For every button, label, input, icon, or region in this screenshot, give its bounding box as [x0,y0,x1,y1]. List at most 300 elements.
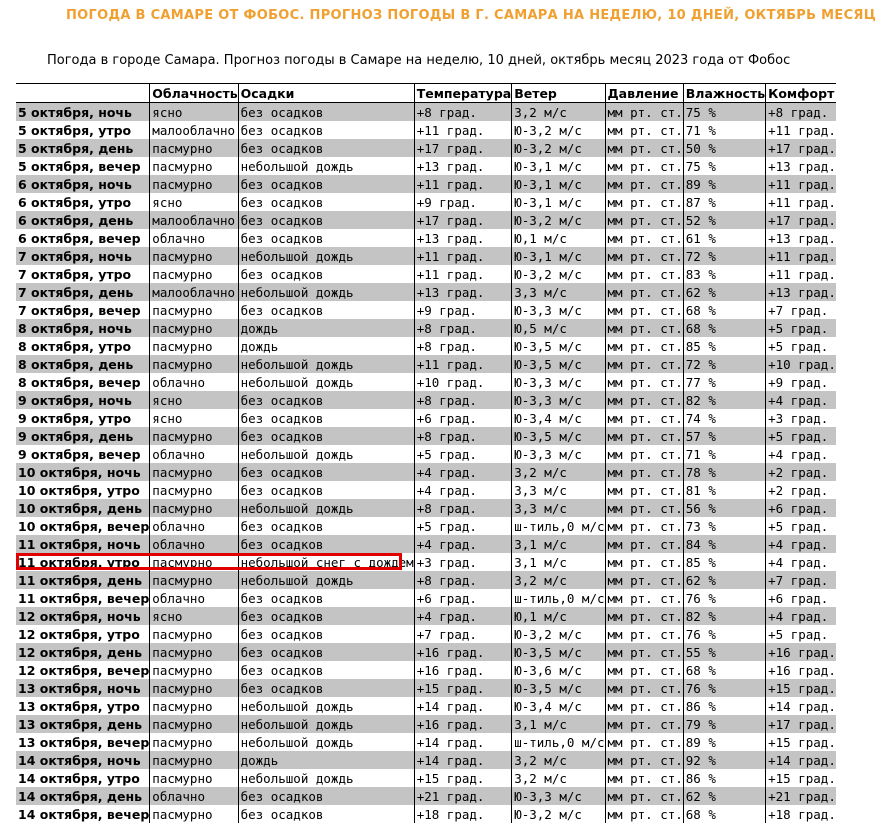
cell-cloudiness: пасмурно [150,553,238,571]
cell-cloudiness: пасмурно [150,337,238,355]
cell-pressure: мм рт. ст. [605,337,683,355]
cell-cloudiness: облачно [150,535,238,553]
cell-pressure: мм рт. ст. [605,481,683,499]
cell-date: 6 октября, ночь [16,175,150,193]
cell-temperature: +13 град. [414,283,512,301]
cell-precipitation: без осадков [238,139,414,157]
cell-temperature: +9 град. [414,193,512,211]
cell-precipitation: небольшой дождь [238,499,414,517]
cell-pressure: мм рт. ст. [605,175,683,193]
cell-cloudiness: ясно [150,103,238,122]
cell-pressure: мм рт. ст. [605,211,683,229]
cell-pressure: мм рт. ст. [605,643,683,661]
cell-precipitation: небольшой дождь [238,355,414,373]
cell-temperature: +8 град. [414,571,512,589]
cell-comfort: +4 град. [766,535,836,553]
table-row [16,445,836,463]
cell-cloudiness: пасмурно [150,247,238,265]
cell-cloudiness: пасмурно [150,679,238,697]
cell-wind: 3,1 м/с [512,535,605,553]
cell-wind: Ю-3,3 м/с [512,373,605,391]
cell-wind: Ю-3,2 м/с [512,211,605,229]
cell-humidity: 61 % [683,229,765,247]
cell-cloudiness: пасмурно [150,805,238,823]
cell-date: 8 октября, день [16,355,150,373]
cell-comfort: +13 град. [766,283,836,301]
table-row [16,121,836,139]
table-row [16,553,836,571]
cell-pressure: мм рт. ст. [605,463,683,481]
cell-wind: Ю-3,5 м/с [512,337,605,355]
cell-humidity: 92 % [683,751,765,769]
cell-cloudiness: пасмурно [150,139,238,157]
cell-temperature: +13 град. [414,157,512,175]
cell-date: 13 октября, ночь [16,679,150,697]
cell-comfort: +5 град. [766,625,836,643]
cell-temperature: +4 град. [414,481,512,499]
table-row [16,409,836,427]
cell-comfort: +11 град. [766,265,836,283]
cell-pressure: мм рт. ст. [605,499,683,517]
cell-pressure: мм рт. ст. [605,247,683,265]
page-headline: ПОГОДА В САМАРЕ ОТ ФОБОС. ПРОГНОЗ ПОГОДЫ В Г. САМАРА НА НЕДЕЛЮ, 10 ДНЕЙ, ОКТЯБРЬ МЕСЯЦ [66,8,876,23]
cell-date: 8 октября, ночь [16,319,150,337]
cell-temperature: +6 град. [414,589,512,607]
cell-precipitation: без осадков [238,661,414,679]
cell-date: 13 октября, утро [18,698,140,714]
table-row [16,679,836,697]
cell-wind: Ю-3,4 м/с [512,697,605,715]
table-row [16,643,836,661]
cell-temperature: +16 град. [414,715,512,733]
cell-pressure: мм рт. ст. [605,787,683,805]
cell-precipitation: дождь [238,319,414,337]
cell-cloudiness: пасмурно [150,769,238,787]
cell-wind: 3,2 м/с [512,769,605,787]
cell-precipitation: без осадков [238,481,414,499]
cell-cloudiness: пасмурно [150,157,238,175]
cell-temperature: +4 град. [414,463,512,481]
cell-date: 14 октября, вечер [18,806,150,822]
cell-wind: Ю-3,3 м/с [512,787,605,805]
cell-temperature: +11 град. [414,265,512,283]
cell-cloudiness: пасмурно [150,571,238,589]
cell-temperature: +3 град. [414,553,512,571]
table-row [16,427,836,445]
cell-wind: 3,3 м/с [512,481,605,499]
table-row [16,787,836,805]
cell-wind: Ю-3,5 м/с [512,679,605,697]
cell-humidity: 76 % [683,589,765,607]
cell-precipitation: небольшой дождь [238,571,414,589]
cell-precipitation: без осадков [238,301,414,319]
cell-cloudiness: облачно [150,445,238,463]
cell-humidity: 72 % [683,355,765,373]
cell-date: 11 октября, утро [18,554,140,570]
cell-wind: Ю-3,3 м/с [512,445,605,463]
cell-date: 14 октября, ночь [16,751,150,769]
cell-precipitation: без осадков [238,787,414,805]
cell-humidity: 55 % [683,643,765,661]
cell-cloudiness: ясно [150,193,238,211]
cell-cloudiness: пасмурно [150,661,238,679]
cell-temperature: +5 град. [414,445,512,463]
cell-humidity: 57 % [683,427,765,445]
cell-wind: ш-тиль,0 м/с [512,517,605,535]
table-row [16,193,836,211]
cell-temperature: +6 град. [414,409,512,427]
cell-pressure: мм рт. ст. [605,553,683,571]
cell-precipitation: без осадков [238,643,414,661]
cell-precipitation: небольшой дождь [238,733,414,751]
table-row [16,589,836,607]
cell-comfort: +17 град. [766,715,836,733]
cell-pressure: мм рт. ст. [605,427,683,445]
cell-temperature: +17 град. [414,139,512,157]
cell-pressure: мм рт. ст. [605,319,683,337]
cell-temperature: +16 град. [414,661,512,679]
cell-cloudiness: пасмурно [150,427,238,445]
cell-humidity: 75 % [683,157,765,175]
table-row [16,769,836,787]
cell-temperature: +14 град. [414,751,512,769]
table-row [16,625,836,643]
cell-precipitation: небольшой дождь [238,247,414,265]
forecast-table [16,83,836,823]
cell-date: 8 октября, утро [18,338,132,354]
cell-date: 14 октября, утро [18,770,140,786]
cell-date: 12 октября, вечер [18,662,150,678]
cell-comfort: +2 град. [766,463,836,481]
cell-date: 9 октября, утро [18,410,132,426]
cell-wind: Ю-3,1 м/с [512,157,605,175]
cell-date: 5 октября, день [16,139,150,157]
cell-humidity: 79 % [683,715,765,733]
cell-cloudiness: пасмурно [150,301,238,319]
cell-humidity: 68 % [683,805,765,823]
cell-precipitation: без осадков [238,211,414,229]
cell-wind: 3,2 м/с [512,463,605,481]
cell-comfort: +11 град. [766,247,836,265]
cell-wind: Ю-3,5 м/с [512,355,605,373]
cell-temperature: +4 град. [414,607,512,625]
cell-pressure: мм рт. ст. [605,607,683,625]
cell-comfort: +5 град. [766,337,836,355]
cell-comfort: +15 град. [766,769,836,787]
cell-wind: Ю-3,5 м/с [512,643,605,661]
cell-temperature: +8 град. [414,103,512,122]
cell-humidity: 86 % [683,697,765,715]
cell-temperature: +15 град. [414,679,512,697]
cell-comfort: +4 град. [766,607,836,625]
cell-temperature: +10 град. [414,373,512,391]
table-row [16,805,836,823]
cell-humidity: 68 % [683,301,765,319]
cell-date: 6 октября, утро [18,194,132,210]
column-header-comfort: Комфорт [766,84,836,103]
cell-cloudiness: пасмурно [150,499,238,517]
cell-wind: 3,3 м/с [512,283,605,301]
cell-pressure: мм рт. ст. [605,391,683,409]
cell-date: 7 октября, ночь [16,247,150,265]
cell-humidity: 89 % [683,175,765,193]
cell-pressure: мм рт. ст. [605,625,683,643]
table-row [16,283,836,301]
cell-humidity: 83 % [683,265,765,283]
table-row [16,463,836,481]
cell-comfort: +17 град. [766,211,836,229]
cell-comfort: +21 град. [766,787,836,805]
cell-cloudiness: пасмурно [150,265,238,283]
cell-pressure: мм рт. ст. [605,157,683,175]
cell-cloudiness: пасмурно [150,697,238,715]
cell-precipitation: без осадков [238,409,414,427]
cell-pressure: мм рт. ст. [605,121,683,139]
cell-date: 7 октября, день [16,283,150,301]
cell-temperature: +8 град. [414,319,512,337]
cell-cloudiness: облачно [150,517,238,535]
cell-temperature: +18 град. [414,805,512,823]
cell-pressure: мм рт. ст. [605,265,683,283]
table-row [16,751,836,769]
column-header-date [16,84,150,103]
cell-cloudiness: ясно [150,607,238,625]
cell-pressure: мм рт. ст. [605,229,683,247]
cell-cloudiness: ясно [150,409,238,427]
cell-humidity: 76 % [683,625,765,643]
table-row [16,481,836,499]
cell-date: 11 октября, день [16,571,150,589]
cell-humidity: 56 % [683,499,765,517]
cell-precipitation: небольшой дождь [238,157,414,175]
table-row [16,697,836,715]
cell-temperature: +5 град. [414,517,512,535]
cell-date: 6 октября, вечер [18,230,141,246]
cell-precipitation: без осадков [238,463,414,481]
table-row [16,391,836,409]
cell-temperature: +15 град. [414,769,512,787]
cell-comfort: +11 град. [766,175,836,193]
cell-precipitation: без осадков [238,625,414,643]
cell-humidity: 73 % [683,517,765,535]
cell-pressure: мм рт. ст. [605,355,683,373]
cell-temperature: +9 град. [414,301,512,319]
cell-date: 9 октября, день [16,427,150,445]
cell-humidity: 77 % [683,373,765,391]
cell-precipitation: без осадков [238,427,414,445]
cell-pressure: мм рт. ст. [605,535,683,553]
cell-precipitation: без осадков [238,679,414,697]
cell-pressure: мм рт. ст. [605,103,683,122]
cell-comfort: +13 град. [766,157,836,175]
cell-precipitation: небольшой дождь [238,769,414,787]
cell-date: 12 октября, день [16,643,150,661]
cell-date: 12 октября, утро [18,626,140,642]
table-row [16,175,836,193]
cell-temperature: +4 град. [414,535,512,553]
cell-wind: 3,3 м/с [512,499,605,517]
cell-date: 14 октября, день [16,787,150,805]
cell-date: 7 октября, вечер [18,302,141,318]
cell-comfort: +13 град. [766,229,836,247]
cell-comfort: +15 град. [766,733,836,751]
cell-temperature: +16 град. [414,643,512,661]
table-row [16,715,836,733]
cell-temperature: +8 град. [414,427,512,445]
table-header-row [16,84,836,103]
cell-temperature: +14 град. [414,697,512,715]
cell-date: 9 октября, ночь [16,391,150,409]
cell-wind: Ю,5 м/с [512,319,605,337]
cell-humidity: 84 % [683,535,765,553]
cell-pressure: мм рт. ст. [605,733,683,751]
cell-temperature: +7 град. [414,625,512,643]
table-row [16,301,836,319]
cell-cloudiness: пасмурно [150,733,238,751]
cell-temperature: +21 град. [414,787,512,805]
cell-cloudiness: пасмурно [150,355,238,373]
cell-date: 8 октября, вечер [18,374,141,390]
cell-precipitation: без осадков [238,265,414,283]
cell-precipitation: небольшой дождь [238,283,414,301]
cell-pressure: мм рт. ст. [605,571,683,589]
cell-precipitation: без осадков [238,535,414,553]
cell-comfort: +6 град. [766,499,836,517]
cell-date: 13 октября, вечер [18,734,150,750]
cell-temperature: +11 град. [414,355,512,373]
page-subtitle: Погода в городе Самара. Прогноз погоды в Самаре на неделю, 10 дней, октябрь месяц 2023 года от Фобос [47,53,791,68]
cell-humidity: 68 % [683,319,765,337]
cell-cloudiness: облачно [150,589,238,607]
cell-pressure: мм рт. ст. [605,373,683,391]
cell-temperature: +17 град. [414,211,512,229]
cell-comfort: +17 град. [766,139,836,157]
cell-pressure: мм рт. ст. [605,661,683,679]
cell-comfort: +7 град. [766,571,836,589]
table-row [16,157,836,175]
cell-humidity: 62 % [683,283,765,301]
cell-comfort: +8 град. [766,103,836,122]
cell-precipitation: небольшой дождь [238,697,414,715]
cell-comfort: +5 град. [766,517,836,535]
cell-humidity: 68 % [683,661,765,679]
cell-precipitation: без осадков [238,391,414,409]
cell-wind: Ю-3,6 м/с [512,661,605,679]
cell-cloudiness: облачно [150,373,238,391]
cell-humidity: 81 % [683,481,765,499]
column-header-cloudiness: Облачность [150,84,238,103]
cell-comfort: +10 град. [766,355,836,373]
cell-pressure: мм рт. ст. [605,517,683,535]
table-row [16,607,836,625]
cell-comfort: +4 град. [766,553,836,571]
cell-humidity: 87 % [683,193,765,211]
cell-temperature: +11 град. [414,175,512,193]
table-row [16,733,836,751]
cell-comfort: +11 град. [766,193,836,211]
cell-humidity: 71 % [683,445,765,463]
cell-date: 11 октября, ночь [16,535,150,553]
cell-date: 12 октября, ночь [16,607,150,625]
cell-wind: 3,1 м/с [512,553,605,571]
cell-cloudiness: ясно [150,391,238,409]
cell-comfort: +4 град. [766,445,836,463]
cell-date: 10 октября, утро [18,482,140,498]
cell-comfort: +18 град. [766,805,836,823]
cell-wind: Ю-3,5 м/с [512,427,605,445]
table-row [16,337,836,355]
cell-cloudiness: пасмурно [150,481,238,499]
cell-temperature: +11 град. [414,247,512,265]
table-row [16,517,836,535]
column-header-precipitation: Осадки [238,84,414,103]
table-row [16,355,836,373]
cell-date: 10 октября, ночь [16,463,150,481]
cell-cloudiness: пасмурно [150,625,238,643]
cell-humidity: 50 % [683,139,765,157]
cell-wind: ш-тиль,0 м/с [512,589,605,607]
cell-pressure: мм рт. ст. [605,589,683,607]
cell-cloudiness: малооблачно [150,211,238,229]
cell-precipitation: без осадков [238,103,414,122]
cell-wind: Ю-3,2 м/с [512,139,605,157]
cell-wind: Ю-3,1 м/с [512,193,605,211]
cell-precipitation: без осадков [238,229,414,247]
cell-wind: 3,1 м/с [512,715,605,733]
cell-temperature: +8 град. [414,499,512,517]
table-row [16,229,836,247]
cell-wind: ш-тиль,0 м/с [512,733,605,751]
cell-cloudiness: облачно [150,229,238,247]
cell-cloudiness: пасмурно [150,319,238,337]
cell-comfort: +7 град. [766,301,836,319]
cell-precipitation: без осадков [238,193,414,211]
cell-humidity: 72 % [683,247,765,265]
cell-pressure: мм рт. ст. [605,697,683,715]
cell-humidity: 74 % [683,409,765,427]
cell-cloudiness: пасмурно [150,463,238,481]
cell-wind: 3,2 м/с [512,571,605,589]
cell-comfort: +14 град. [766,697,836,715]
cell-temperature: +14 град. [414,733,512,751]
cell-comfort: +15 град. [766,679,836,697]
table-row [16,139,836,157]
cell-humidity: 82 % [683,607,765,625]
cell-pressure: мм рт. ст. [605,409,683,427]
cell-comfort: +3 град. [766,409,836,427]
cell-temperature: +8 град. [414,337,512,355]
cell-wind: Ю-3,1 м/с [512,175,605,193]
cell-date: 5 октября, ночь [16,103,150,122]
cell-wind: Ю-3,2 м/с [512,265,605,283]
cell-wind: Ю-3,3 м/с [512,391,605,409]
table-row [16,535,836,553]
cell-precipitation: без осадков [238,589,414,607]
cell-precipitation: дождь [238,751,414,769]
cell-humidity: 76 % [683,679,765,697]
cell-wind: Ю,1 м/с [512,229,605,247]
cell-comfort: +14 град. [766,751,836,769]
cell-cloudiness: пасмурно [150,751,238,769]
cell-precipitation: небольшой дождь [238,715,414,733]
cell-precipitation: небольшой снег с дождем [238,553,414,571]
cell-comfort: +16 град. [766,661,836,679]
cell-comfort: +5 град. [766,319,836,337]
cell-precipitation: без осадков [238,121,414,139]
cell-pressure: мм рт. ст. [605,715,683,733]
column-header-pressure: Давление [605,84,683,103]
cell-pressure: мм рт. ст. [605,805,683,823]
